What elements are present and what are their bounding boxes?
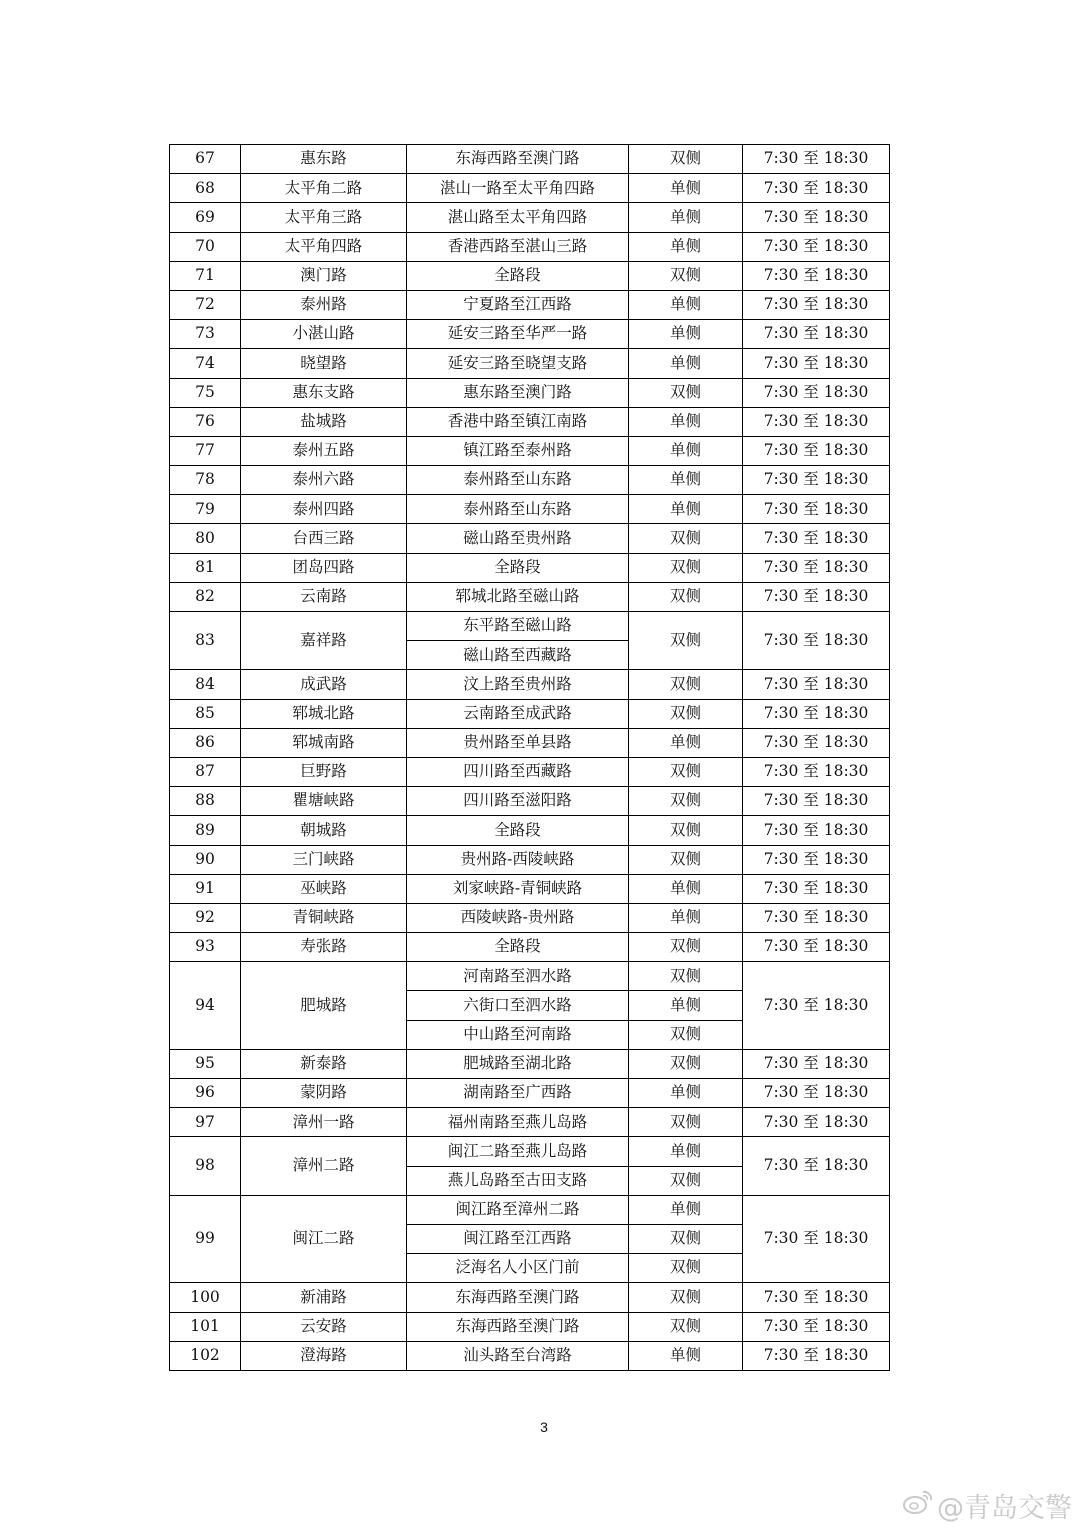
cell-side: 双侧	[629, 582, 743, 611]
cell-road: 新浦路	[241, 1283, 407, 1312]
cell-side: 单侧	[629, 466, 743, 495]
cell-index: 83	[170, 612, 241, 670]
cell-side: 双侧	[629, 261, 743, 290]
cell-road: 澳门路	[241, 261, 407, 290]
cell-side: 双侧	[629, 699, 743, 728]
cell-index: 97	[170, 1108, 241, 1137]
cell-time: 7:30 至 18:30	[743, 612, 890, 670]
cell-road: 成武路	[241, 670, 407, 699]
cell-section: 全路段	[407, 261, 629, 290]
table-row	[170, 203, 890, 232]
cell-time: 7:30 至 18:30	[743, 933, 890, 962]
cell-section: 镇江路至泰州路	[407, 436, 629, 465]
cell-side: 双侧	[629, 1108, 743, 1137]
cell-time: 7:30 至 18:30	[743, 174, 890, 203]
cell-section: 贵州路-西陵峡路	[407, 845, 629, 874]
cell-section: 闽江路至江西路	[407, 1224, 629, 1253]
cell-section: 全路段	[407, 933, 629, 962]
cell-time: 7:30 至 18:30	[743, 787, 890, 816]
cell-section: 泛海名人小区门前	[407, 1254, 629, 1283]
cell-road: 朝城路	[241, 816, 407, 845]
cell-side: 单侧	[629, 232, 743, 261]
cell-road: 郓城南路	[241, 728, 407, 757]
cell-section: 惠东路至澳门路	[407, 378, 629, 407]
cell-section: 全路段	[407, 816, 629, 845]
cell-index: 84	[170, 670, 241, 699]
cell-section: 福州南路至燕儿岛路	[407, 1108, 629, 1137]
table-row	[170, 1341, 890, 1370]
cell-road: 澄海路	[241, 1341, 407, 1370]
table-row	[170, 1137, 890, 1166]
cell-road: 闽江二路	[241, 1195, 407, 1283]
cell-time: 7:30 至 18:30	[743, 290, 890, 319]
cell-section: 湛山路至太平角四路	[407, 203, 629, 232]
cell-road: 惠东路	[241, 145, 407, 174]
cell-time: 7:30 至 18:30	[743, 699, 890, 728]
cell-section: 郓城北路至磁山路	[407, 582, 629, 611]
page-number: 3	[540, 1419, 548, 1435]
cell-time: 7:30 至 18:30	[743, 320, 890, 349]
table-row	[170, 1049, 890, 1078]
cell-time: 7:30 至 18:30	[743, 1195, 890, 1283]
cell-index: 80	[170, 524, 241, 553]
cell-section: 东海西路至澳门路	[407, 1283, 629, 1312]
cell-side: 双侧	[629, 612, 743, 670]
cell-side: 双侧	[629, 1020, 743, 1049]
cell-side: 双侧	[629, 1254, 743, 1283]
cell-section: 云南路至成武路	[407, 699, 629, 728]
cell-side: 双侧	[629, 962, 743, 991]
cell-section: 四川路至滋阳路	[407, 787, 629, 816]
cell-section: 汕头路至台湾路	[407, 1341, 629, 1370]
cell-road: 泰州五路	[241, 436, 407, 465]
cell-index: 69	[170, 203, 241, 232]
cell-section: 全路段	[407, 553, 629, 582]
table-row	[170, 261, 890, 290]
cell-section: 贵州路至单县路	[407, 728, 629, 757]
table-row	[170, 612, 890, 641]
cell-side: 单侧	[629, 407, 743, 436]
cell-road: 晓望路	[241, 349, 407, 378]
cell-index: 70	[170, 232, 241, 261]
cell-section: 湖南路至广西路	[407, 1079, 629, 1108]
cell-road: 太平角二路	[241, 174, 407, 203]
cell-road: 云南路	[241, 582, 407, 611]
cell-time: 7:30 至 18:30	[743, 436, 890, 465]
table-row	[170, 232, 890, 261]
cell-index: 85	[170, 699, 241, 728]
cell-side: 单侧	[629, 495, 743, 524]
cell-index: 102	[170, 1341, 241, 1370]
cell-road: 漳州一路	[241, 1108, 407, 1137]
cell-section: 六街口至泗水路	[407, 991, 629, 1020]
cell-side: 双侧	[629, 553, 743, 582]
cell-index: 96	[170, 1079, 241, 1108]
cell-road: 三门峡路	[241, 845, 407, 874]
cell-road: 太平角四路	[241, 232, 407, 261]
cell-index: 86	[170, 728, 241, 757]
cell-time: 7:30 至 18:30	[743, 1108, 890, 1137]
cell-index: 88	[170, 787, 241, 816]
table-row	[170, 962, 890, 991]
cell-time: 7:30 至 18:30	[743, 816, 890, 845]
cell-time: 7:30 至 18:30	[743, 1312, 890, 1341]
table-row	[170, 1283, 890, 1312]
cell-index: 101	[170, 1312, 241, 1341]
cell-side: 双侧	[629, 670, 743, 699]
cell-time: 7:30 至 18:30	[743, 962, 890, 1050]
cell-side: 单侧	[629, 1341, 743, 1370]
cell-section: 闽江路至漳州二路	[407, 1195, 629, 1224]
table-row	[170, 728, 890, 757]
cell-index: 77	[170, 436, 241, 465]
cell-index: 76	[170, 407, 241, 436]
cell-index: 68	[170, 174, 241, 203]
cell-section: 中山路至河南路	[407, 1020, 629, 1049]
cell-side: 单侧	[629, 203, 743, 232]
cell-section: 汶上路至贵州路	[407, 670, 629, 699]
table-row	[170, 933, 890, 962]
cell-road: 巫峡路	[241, 874, 407, 903]
cell-side: 双侧	[629, 933, 743, 962]
cell-road: 漳州二路	[241, 1137, 407, 1195]
cell-section: 东平路至磁山路	[407, 612, 629, 641]
cell-side: 双侧	[629, 1166, 743, 1195]
cell-side: 单侧	[629, 728, 743, 757]
cell-index: 89	[170, 816, 241, 845]
cell-road: 太平角三路	[241, 203, 407, 232]
cell-side: 单侧	[629, 991, 743, 1020]
cell-section: 刘家峡路-青铜峡路	[407, 874, 629, 903]
cell-road: 寿张路	[241, 933, 407, 962]
cell-road: 嘉祥路	[241, 612, 407, 670]
cell-road: 台西三路	[241, 524, 407, 553]
table-row	[170, 670, 890, 699]
table-row	[170, 320, 890, 349]
cell-time: 7:30 至 18:30	[743, 261, 890, 290]
cell-side: 单侧	[629, 1195, 743, 1224]
cell-section: 香港西路至湛山三路	[407, 232, 629, 261]
cell-time: 7:30 至 18:30	[743, 1341, 890, 1370]
cell-section: 闽江二路至燕儿岛路	[407, 1137, 629, 1166]
cell-side: 单侧	[629, 874, 743, 903]
cell-road: 小湛山路	[241, 320, 407, 349]
cell-time: 7:30 至 18:30	[743, 524, 890, 553]
cell-time: 7:30 至 18:30	[743, 349, 890, 378]
cell-time: 7:30 至 18:30	[743, 582, 890, 611]
cell-index: 90	[170, 845, 241, 874]
cell-road: 盐城路	[241, 407, 407, 436]
watermark	[903, 1486, 1072, 1525]
cell-time: 7:30 至 18:30	[743, 757, 890, 786]
table-row	[170, 145, 890, 174]
cell-section: 磁山路至贵州路	[407, 524, 629, 553]
cell-side: 双侧	[629, 1049, 743, 1078]
cell-side: 单侧	[629, 1137, 743, 1166]
table-row	[170, 757, 890, 786]
cell-index: 82	[170, 582, 241, 611]
cell-road: 云安路	[241, 1312, 407, 1341]
cell-section: 四川路至西藏路	[407, 757, 629, 786]
cell-side: 双侧	[629, 1224, 743, 1253]
table-row	[170, 524, 890, 553]
cell-side: 双侧	[629, 1283, 743, 1312]
cell-section: 香港中路至镇江南路	[407, 407, 629, 436]
cell-road: 青铜峡路	[241, 903, 407, 932]
cell-index: 99	[170, 1195, 241, 1283]
cell-index: 93	[170, 933, 241, 962]
cell-index: 74	[170, 349, 241, 378]
cell-section: 河南路至泗水路	[407, 962, 629, 991]
cell-time: 7:30 至 18:30	[743, 553, 890, 582]
cell-section: 肥城路至湖北路	[407, 1049, 629, 1078]
table-row	[170, 1079, 890, 1108]
table-row	[170, 174, 890, 203]
cell-road: 团岛四路	[241, 553, 407, 582]
cell-side: 双侧	[629, 845, 743, 874]
cell-road: 瞿塘峡路	[241, 787, 407, 816]
cell-road: 郓城北路	[241, 699, 407, 728]
cell-index: 78	[170, 466, 241, 495]
cell-index: 73	[170, 320, 241, 349]
cell-section: 西陵峡路-贵州路	[407, 903, 629, 932]
cell-side: 单侧	[629, 349, 743, 378]
cell-section: 泰州路至山东路	[407, 495, 629, 524]
cell-index: 100	[170, 1283, 241, 1312]
cell-section: 延安三路至华严一路	[407, 320, 629, 349]
table-row	[170, 290, 890, 319]
cell-side: 双侧	[629, 145, 743, 174]
cell-time: 7:30 至 18:30	[743, 728, 890, 757]
table-row	[170, 1108, 890, 1137]
cell-road: 巨野路	[241, 757, 407, 786]
cell-section: 燕儿岛路至古田支路	[407, 1166, 629, 1195]
cell-section: 泰州路至山东路	[407, 466, 629, 495]
cell-side: 双侧	[629, 524, 743, 553]
cell-road: 惠东支路	[241, 378, 407, 407]
table-row	[170, 816, 890, 845]
cell-road: 泰州路	[241, 290, 407, 319]
cell-section: 东海西路至澳门路	[407, 145, 629, 174]
cell-time: 7:30 至 18:30	[743, 1137, 890, 1195]
table-row	[170, 787, 890, 816]
cell-index: 71	[170, 261, 241, 290]
cell-side: 单侧	[629, 436, 743, 465]
cell-index: 95	[170, 1049, 241, 1078]
cell-road: 蒙阴路	[241, 1079, 407, 1108]
cell-road: 泰州六路	[241, 466, 407, 495]
table-row	[170, 553, 890, 582]
cell-side: 双侧	[629, 787, 743, 816]
cell-time: 7:30 至 18:30	[743, 203, 890, 232]
cell-section: 磁山路至西藏路	[407, 641, 629, 670]
cell-road: 新泰路	[241, 1049, 407, 1078]
table-row	[170, 495, 890, 524]
cell-side: 双侧	[629, 378, 743, 407]
cell-index: 81	[170, 553, 241, 582]
table-row	[170, 874, 890, 903]
table-row	[170, 407, 890, 436]
cell-index: 87	[170, 757, 241, 786]
cell-side: 双侧	[629, 816, 743, 845]
cell-side: 单侧	[629, 903, 743, 932]
table-row	[170, 1312, 890, 1341]
cell-time: 7:30 至 18:30	[743, 670, 890, 699]
cell-section: 东海西路至澳门路	[407, 1312, 629, 1341]
cell-index: 94	[170, 962, 241, 1050]
cell-side: 单侧	[629, 174, 743, 203]
cell-time: 7:30 至 18:30	[743, 407, 890, 436]
cell-index: 98	[170, 1137, 241, 1195]
watermark-text: @青岛交警	[937, 1493, 1072, 1524]
cell-time: 7:30 至 18:30	[743, 845, 890, 874]
cell-road: 肥城路	[241, 962, 407, 1050]
weibo-icon	[903, 1489, 933, 1522]
parking-table	[169, 144, 890, 1371]
cell-index: 79	[170, 495, 241, 524]
cell-section: 湛山一路至太平角四路	[407, 174, 629, 203]
cell-section: 宁夏路至江西路	[407, 290, 629, 319]
cell-time: 7:30 至 18:30	[743, 495, 890, 524]
cell-time: 7:30 至 18:30	[743, 466, 890, 495]
table-row	[170, 699, 890, 728]
table-row	[170, 378, 890, 407]
cell-section: 延安三路至晓望支路	[407, 349, 629, 378]
cell-road: 泰州四路	[241, 495, 407, 524]
cell-index: 75	[170, 378, 241, 407]
cell-time: 7:30 至 18:30	[743, 145, 890, 174]
cell-time: 7:30 至 18:30	[743, 874, 890, 903]
cell-side: 单侧	[629, 290, 743, 319]
cell-time: 7:30 至 18:30	[743, 1049, 890, 1078]
table-row	[170, 845, 890, 874]
cell-time: 7:30 至 18:30	[743, 1283, 890, 1312]
cell-side: 单侧	[629, 320, 743, 349]
cell-side: 双侧	[629, 757, 743, 786]
cell-index: 72	[170, 290, 241, 319]
cell-index: 92	[170, 903, 241, 932]
cell-time: 7:30 至 18:30	[743, 1079, 890, 1108]
cell-index: 67	[170, 145, 241, 174]
table-row	[170, 582, 890, 611]
cell-time: 7:30 至 18:30	[743, 232, 890, 261]
table-row	[170, 436, 890, 465]
table-row	[170, 903, 890, 932]
cell-time: 7:30 至 18:30	[743, 903, 890, 932]
table-row	[170, 1195, 890, 1224]
cell-side: 单侧	[629, 1079, 743, 1108]
table-row	[170, 466, 890, 495]
cell-side: 双侧	[629, 1312, 743, 1341]
cell-index: 91	[170, 874, 241, 903]
cell-time: 7:30 至 18:30	[743, 378, 890, 407]
table-row	[170, 349, 890, 378]
